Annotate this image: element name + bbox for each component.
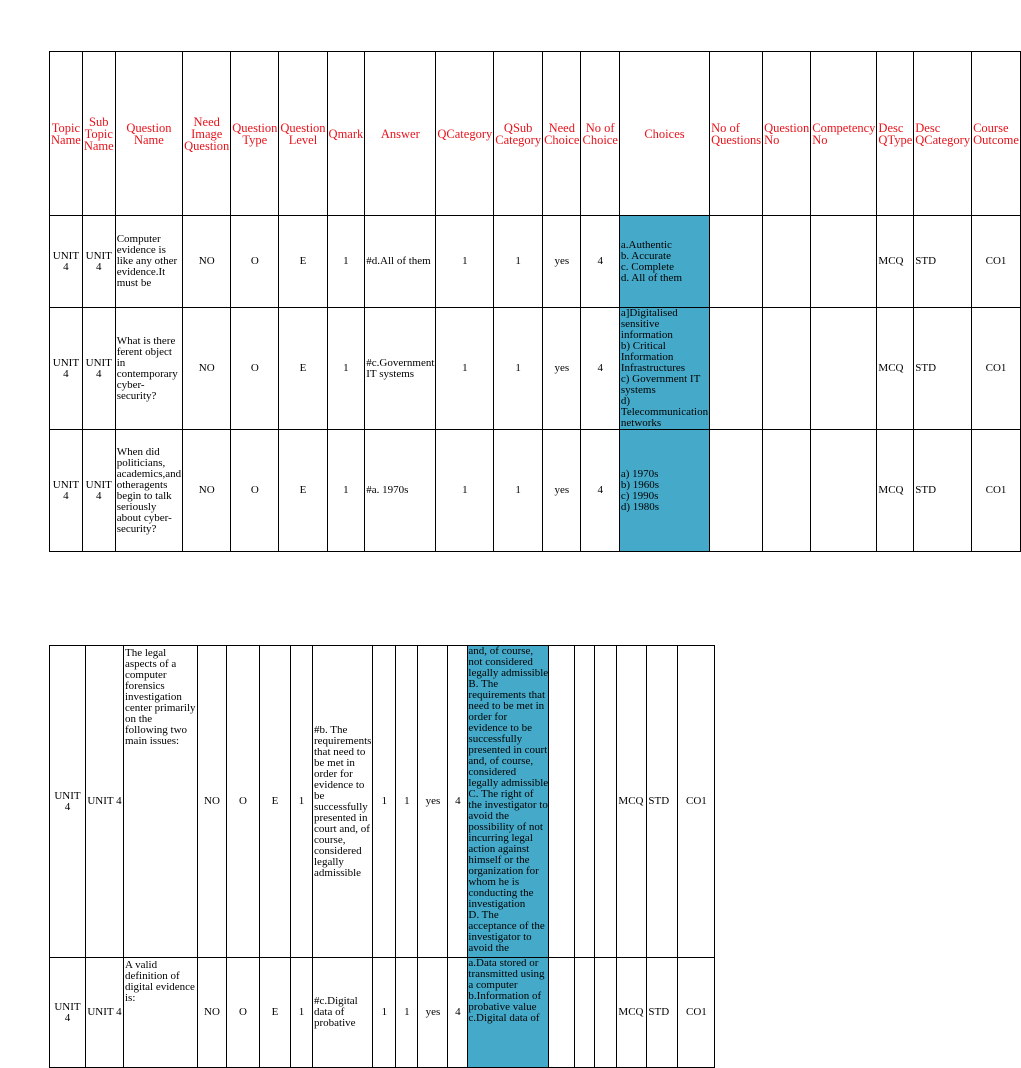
cell-no-choice: 4 [581,308,619,430]
cell-topic: UNIT 4 [50,308,83,430]
cell-qsubcat: 1 [494,308,543,430]
cell-desc-qtype: MCQ [617,646,647,958]
header-qcategory: QCategory [436,52,494,216]
choices-text: and, of course, not considered legally admissible B. The requirements that need to be met in order for evidence to be successfully presented in court and, of course, considered legally admissible C. The right of the investigator to avoid the possibility of not incurring legal action against himself or the organization for whom he is conducting the investigation D. The acceptance of the investigator to avoid the [468,645,549,954]
cell-desc-qtype: MCQ [617,958,647,1068]
cell-question-no [575,646,595,958]
cell-desc-qcat: STD [647,646,678,958]
cell-qcat: 1 [436,216,494,308]
cell-desc-qtype: MCQ [877,308,914,430]
cell-qtype: O [227,646,260,958]
header-question-level: Question Level [279,52,327,216]
cell-choices: a) 1970s b) 1960s c) 1990s d) 1980s [619,430,709,552]
cell-desc-qtype: MCQ [877,430,914,552]
header-question-no: Question No [763,52,811,216]
cell-no-questions [549,958,575,1068]
cell-qtype: O [231,430,279,552]
cell-outcome: CO1 [972,216,1021,308]
cell-qsubcat: 1 [396,646,418,958]
cell-qcat: 1 [373,958,396,1068]
cell-outcome: CO1 [678,646,715,958]
cell-question-no [763,308,811,430]
questions-table-bottom [49,645,715,1068]
cell-desc-qcat: STD [914,216,972,308]
cell-competency [811,308,877,430]
cell-outcome: CO1 [678,958,715,1068]
cell-need-image: NO [183,430,231,552]
cell-topic: UNIT 4 [50,216,83,308]
cell-need-image: NO [183,308,231,430]
cell-competency [811,430,877,552]
cell-no-questions [710,430,763,552]
cell-question: The legal aspects of a computer forensics investigation center primarily on the following two main issues: [124,646,198,958]
cell-desc-qcat: STD [647,958,678,1068]
header-desc-qcategory: Desc QCategory [914,52,972,216]
header-answer: Answer [365,52,436,216]
cell-need-choice: yes [418,958,448,1068]
cell-subtopic: UNIT 4 [82,216,115,308]
cell-choices: a.Authentic b. Accurate c. Complete d. All of them [619,216,709,308]
header-sub-topic-name: Sub Topic Name [82,52,115,216]
cell-need-choice: yes [418,646,448,958]
cell-qsubcat: 1 [396,958,418,1068]
header-desc-qtype: Desc QType [877,52,914,216]
cell-qcat: 1 [436,308,494,430]
cell-qtype: O [227,958,260,1068]
cell-question: Computer evidence is like any other evidence.It must be [115,216,182,308]
cell-need-choice: yes [543,308,581,430]
cell-no-choice: 4 [581,216,619,308]
header-qsub-category: QSub Category [494,52,543,216]
header-qmark: Qmark [327,52,365,216]
cell-topic: UNIT 4 [50,958,86,1068]
cell-no-choice: 4 [448,646,468,958]
cell-topic: UNIT 4 [50,430,83,552]
table-row [50,216,1021,308]
choices-text: a.Data stored or transmitted using a computer b.Information of probative value c.Digital data of [468,957,545,1024]
header-topic-name: Topic Name [50,52,83,216]
cell-qsubcat: 1 [494,430,543,552]
header-question-name: Question Name [115,52,182,216]
cell-need-image: NO [183,216,231,308]
cell-qsubcat: 1 [494,216,543,308]
cell-answer: #c.Government IT systems [365,308,436,430]
cell-choices: a]Digitalised sensitive information b) Critical Information Infrastructures c) Government IT systems d) Telecommunication networks [620,307,709,429]
cell-qtype: O [231,216,279,308]
cell-outcome: CO1 [972,308,1021,430]
table-row [50,308,1021,430]
cell-no-questions [710,216,763,308]
cell-level: E [260,958,291,1068]
cell-qmark: 1 [291,958,313,1068]
cell-topic: UNIT 4 [50,646,86,958]
cell-no-questions [549,646,575,958]
cell-subtopic: UNIT 4 [82,308,115,430]
cell-choices [468,646,549,958]
header-question-type: Question Type [231,52,279,216]
cell-desc-qtype: MCQ [877,216,914,308]
cell-question: When did politicians, academics,and otheragents begin to talk seriously about cyber-security? [115,430,182,552]
cell-question: A valid definition of digital evidence is: [124,958,198,1068]
cell-subtopic: UNIT 4 [82,430,115,552]
cell-no-choice: 4 [448,958,468,1068]
cell-level: E [279,216,327,308]
cell-question: What is there ferent object in contemporary cyber-security? [115,308,182,430]
cell-qmark: 1 [327,430,365,552]
cell-question-no [763,430,811,552]
cell-question-no [575,958,595,1068]
cell-outcome: CO1 [972,430,1021,552]
cell-qcat: 1 [373,646,396,958]
cell-qcat: 1 [436,430,494,552]
cell-qmark: 1 [327,308,365,430]
header-row [50,52,1021,216]
table-row [50,958,715,1068]
questions-table-top [49,51,1021,552]
header-need-image-question: Need Image Question [183,52,231,216]
cell-answer: #b. The requirements that need to be met in order for evidence to be successfully presented in court and, of course, considered legally admissible [313,646,373,958]
cell-level: E [260,646,291,958]
cell-choices [468,958,549,1068]
cell-answer: #c.Digital data of probative [313,958,373,1068]
header-competency-no: Competency No [811,52,877,216]
cell-desc-qcat: STD [914,308,972,430]
cell-subtopic: UNIT 4 [86,958,124,1068]
cell-qmark: 1 [291,646,313,958]
cell-no-questions [710,308,763,430]
cell-answer: #a. 1970s [365,430,436,552]
cell-competency [811,216,877,308]
cell-qmark: 1 [327,216,365,308]
header-no-of-questions: No of Questions [710,52,763,216]
cell-level: E [279,430,327,552]
cell-desc-qcat: STD [914,430,972,552]
cell-level: E [279,308,327,430]
cell-need-image: NO [198,958,227,1068]
header-need-choice: Need Choice [543,52,581,216]
cell-no-choice: 4 [581,430,619,552]
cell-need-choice: yes [543,216,581,308]
cell-need-choice: yes [543,430,581,552]
cell-subtopic: UNIT 4 [86,646,124,958]
header-choices: Choices [619,52,709,216]
cell-competency [595,646,617,958]
header-no-of-choice: No of Choice [581,52,619,216]
cell-need-image: NO [198,646,227,958]
cell-question-no [763,216,811,308]
header-course-outcome: Course Outcome [972,52,1021,216]
cell-qtype: O [231,308,279,430]
table-row [50,430,1021,552]
table-row [50,646,715,958]
cell-answer: #d.All of them [365,216,436,308]
cell-competency [595,958,617,1068]
